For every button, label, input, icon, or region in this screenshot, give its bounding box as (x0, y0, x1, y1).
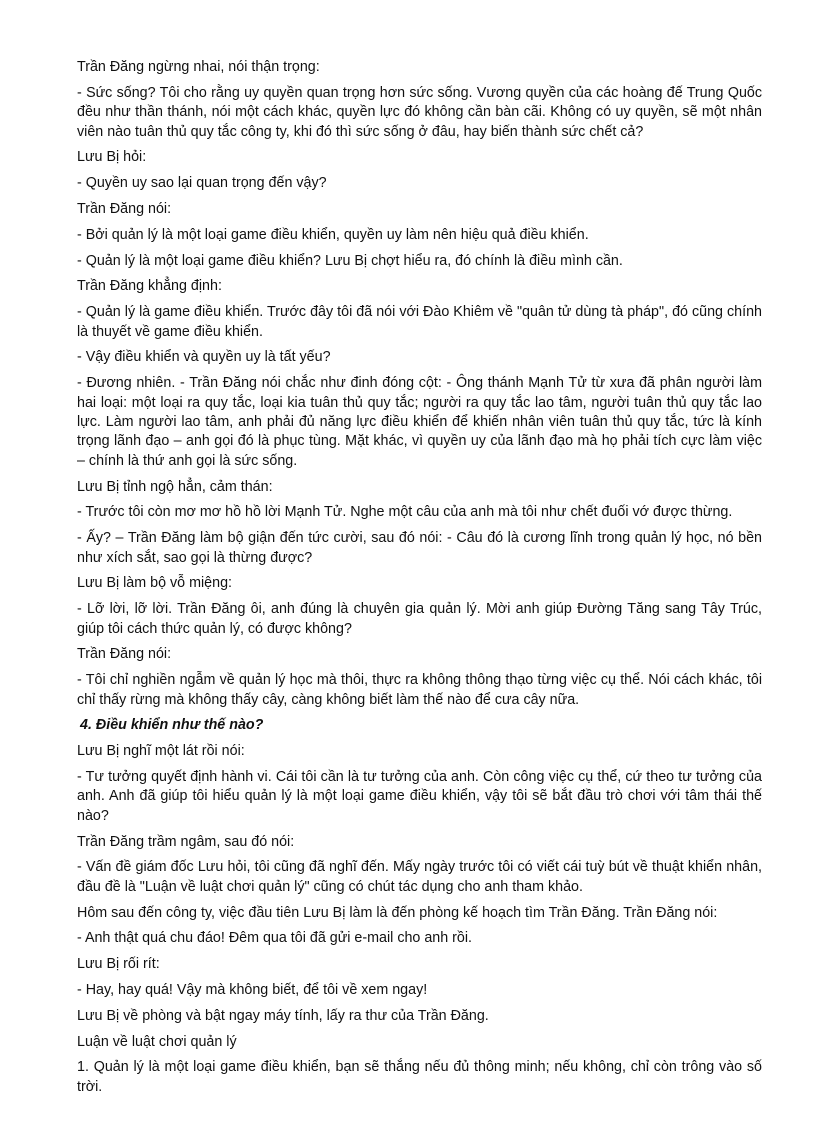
paragraph: - Anh thật quá chu đáo! Đêm qua tôi đã gửi e-mail cho anh rồi. (77, 930, 473, 947)
paragraph: Trần Đăng nói: (77, 201, 172, 217)
paragraph: Trần Đăng trầm ngâm, sau đó nói: (77, 833, 295, 850)
paragraph: Lưu Bị làm bộ vỗ miệng: (77, 575, 232, 592)
paragraph: - Trước tôi còn mơ mơ hồ hồ lời Mạnh Tử. Nghe một câu của anh mà tôi như chết đuối vớ được thừng. (77, 504, 733, 521)
paragraph: Lưu Bị về phòng và bật ngay máy tính, lấy ra thư của Trần Đăng. (77, 1007, 489, 1024)
paragraph: Trần Đăng ngừng nhai, nói thận trọng: (77, 59, 320, 75)
paragraph: - Quản lý là một loại game điều khiển? Lưu Bị chợt hiểu ra, đó chính là điều mình cần. (77, 252, 623, 269)
paragraph: Lưu Bị tỉnh ngộ hẳn, cảm thán: (77, 478, 273, 495)
paragraph: Trần Đăng khẳng định: (77, 278, 222, 295)
paragraph: - Đương nhiên. - Trần Đăng nói chắc như đinh đóng cột: - Ông thánh Mạnh Tử từ xưa đã phân người làm hai loại: một loại ra quy tắc, loại kia tuân thủ quy tắc; người ra quy tắc lao tâm, người tuân thủ quy tắc lao lực. Làm người lao tâm, anh phải đủ năng lực điều khiển để khiến nhân viên tuân thủ quy tắc, tức là kính trọng lãnh đạo – anh gọi đó là phục tùng. Mặt khác, vì quyền uy của lãnh đạo mà họ phải tích cực làm việc – chính là thứ anh gọi là sức sống. (77, 375, 762, 469)
paragraph: - Vấn đề giám đốc Lưu hỏi, tôi cũng đã nghĩ đến. Mấy ngày trước tôi có viết cái tuỳ bút về thuật khiển nhân, đầu đề là "Luận về luật chơi quản lý" cũng có chút tác dụng cho anh tham khảo. (77, 859, 762, 895)
paragraph: - Lỡ lời, lỡ lời. Trần Đăng ôi, anh đúng là chuyên gia quản lý. Mời anh giúp Đường Tăng sang Tây Trúc, giúp tôi cách thức quản lý, có được không? (77, 601, 762, 637)
paragraph: - Tôi chỉ nghiền ngẫm về quản lý học mà thôi, thực ra không thông thạo từng việc cụ thể. Nói cách khác, tôi chỉ thấy rừng mà không thấy cây, càng không biết làm thế nào để cưa cây nữa. (77, 672, 762, 708)
paragraph: - Hay, hay quá! Vậy mà không biết, để tôi về xem ngay! (77, 982, 428, 998)
paragraph: Hôm sau đến công ty, việc đầu tiên Lưu Bị làm là đến phòng kế hoạch tìm Trần Đăng. Trần Đăng nói: (77, 904, 718, 921)
paragraph: - Vậy điều khiển và quyền uy là tất yếu? (77, 349, 331, 366)
paragraph: Lưu Bị nghĩ một lát rồi nói: (77, 743, 245, 760)
paragraph: - Sức sống? Tôi cho rằng uy quyền quan trọng hơn sức sống. Vương quyền của các hoàng đế Trung Quốc đều như thần thánh, nói một cách khác, quyền lực đó không cần bàn cãi. Không có uy quyền, sẽ một nhân viên nào tuân thủ quy tắc công ty, khi đó thì sức sống ở đâu, hay biến thành sức chết cả? (77, 84, 762, 140)
paragraph: Lưu Bị rối rít: (77, 956, 160, 973)
paragraph: - Bởi quản lý là một loại game điều khiển, quyền uy làm nên hiệu quả điều khiển. (77, 226, 589, 243)
document-page (77, 58, 762, 1104)
paragraph: - Quyền uy sao lại quan trọng đến vậy? (77, 175, 327, 192)
paragraph: - Quản lý là game điều khiển. Trước đây tôi đã nói với Đào Khiêm về "quân tử dùng tà pháp", đó cũng chính là thuyết về game điều khiển. (77, 304, 762, 340)
paragraph: Luận về luật chơi quản lý (77, 1033, 237, 1050)
paragraph: - Tư tưởng quyết định hành vi. Cái tôi cần là tư tưởng của anh. Còn công việc cụ thể, cứ theo tư tưởng của anh. Anh đã giúp tôi hiểu quản lý là một loại game điều khiển, vậy tôi sẽ bắt đầu trò chơi với tâm thái thế nào? (77, 769, 762, 824)
paragraph: Lưu Bị hỏi: (77, 149, 147, 166)
section-heading: 4. Điều khiển như thế nào? (80, 717, 264, 734)
paragraph: - Ấy? – Trần Đăng làm bộ giận đến tức cười, sau đó nói: - Câu đó là cương lĩnh trong quản lý học, nó bền như xích sắt, sao gọi là thừng được? (77, 530, 762, 566)
paragraph: Trần Đăng nói: (77, 646, 172, 663)
paragraph: 1. Quản lý là một loại game điều khiển, bạn sẽ thắng nếu đủ thông minh; nếu không, chỉ còn trông vào số trời. (77, 1059, 762, 1095)
